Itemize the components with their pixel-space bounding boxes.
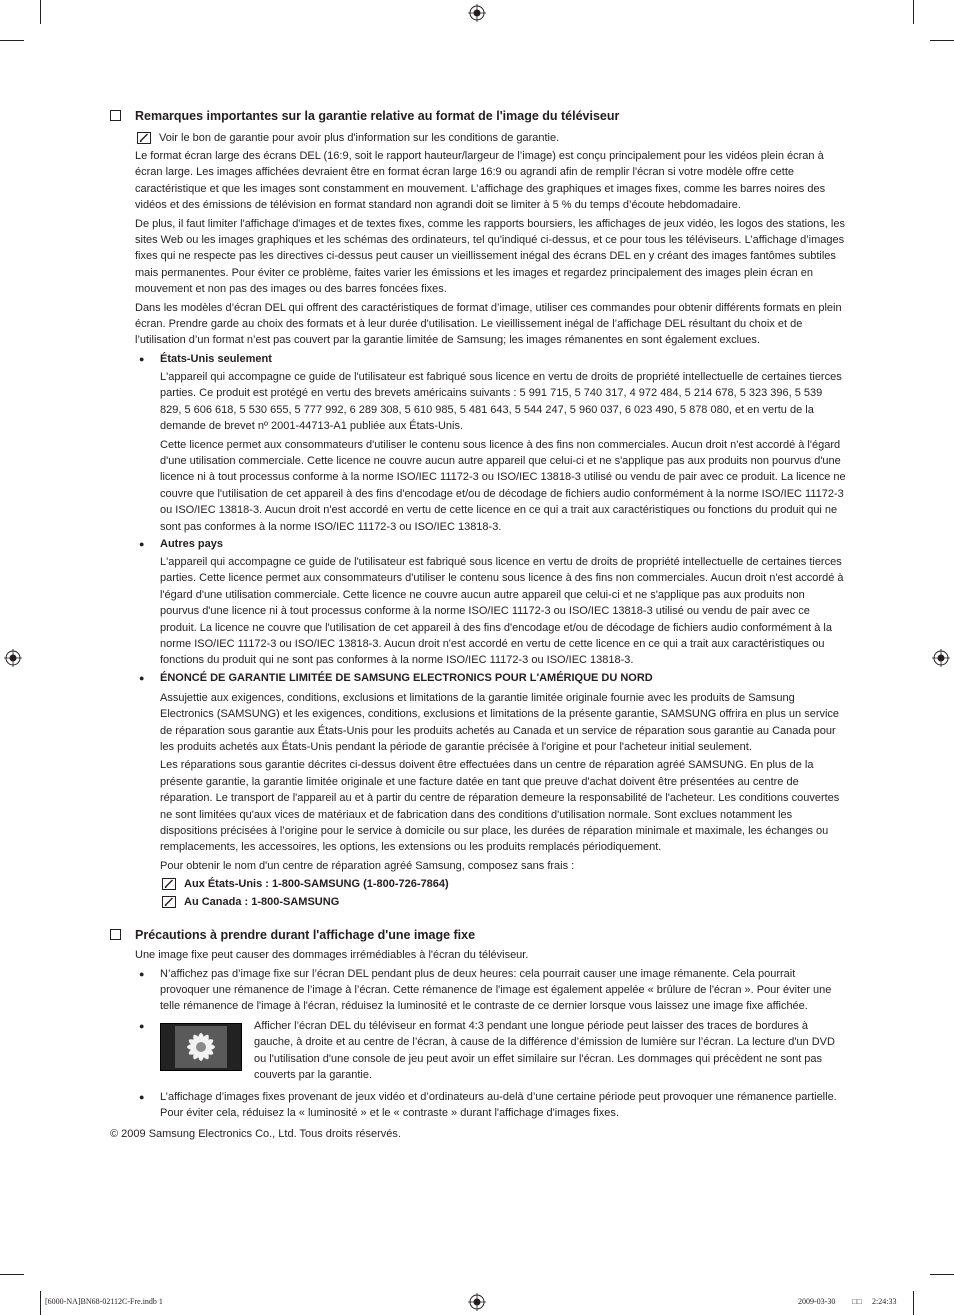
crop-mark (930, 1274, 954, 1275)
bullet: ● (139, 353, 145, 364)
phone-usa: Aux États-Unis : 1-800-SAMSUNG (1-800-726-7864) (184, 878, 449, 891)
footer-date: 2009-03-30 (798, 1297, 836, 1306)
note-pencil-icon (162, 878, 176, 890)
tv-flower-image (160, 1023, 242, 1071)
list-item (108, 351, 846, 535)
list-item (108, 1018, 846, 1088)
note-pencil-icon (162, 896, 176, 908)
crop-mark (0, 1274, 24, 1275)
crop-mark (930, 40, 954, 41)
section-title: Précautions à prendre durant l'affichage d'une image fixe (108, 927, 846, 943)
paragraph: De plus, il faut limiter l'affichage d'images et de textes fixes, comme les rapports boursiers, les affichages de jeux vidéo, les logos des stations, les sites Web ou les images graphiques et les schémas des ordinateurs, tel qu'indiqué ci-dessus, et ce pour tous les téléviseurs. L’affichage d’images fixes qui ne respecte pas les directives ci-dessus peut causer un vieillissement inégal des écrans DEL en y créant des images fantômes subtiles mais permanentes. Pour éviter ce problème, faites varier les émissions et les images et regardez principalement des images plein écran en mouvement et non pas des images ou des barres foncées fixes. (135, 217, 845, 296)
item-text: Pour obtenir le nom d'un centre de réparation agréé Samsung, composez sans frais : (160, 859, 575, 872)
checkbox-square-icon (110, 929, 121, 940)
phone-note (108, 877, 846, 892)
list-item (108, 670, 846, 910)
bullet: ● (139, 672, 145, 683)
paragraph: Le format écran large des écrans DEL (16:9, soit le rapport hauteur/largeur de l’image) est conçu principalement pour les vidéos plein écran à écran large. Les images affichées devraient être en format écran large 16:9 ou agrandi afin de remplir l'écran si votre modèle offre cette caractéristique et que les images sont constamment en mouvement. L’affichage des graphiques et images fixes, comme les barres noires des vidéos et des émissions de télévision en format standard non agrandi doit se limiter à 5 % du temps d’écoute hebdomadaire. (135, 150, 826, 212)
phone-canada: Au Canada : 1-800-SAMSUNG (184, 896, 340, 909)
section-title: Remarques importantes sur la garantie relative au format de l'image du téléviseur (108, 108, 846, 124)
page-content (108, 108, 846, 1142)
footer-glyphs: □□ (852, 1297, 862, 1306)
item-text: Cette licence permet aux consommateurs d'utiliser le contenu sous licence à des fins non commerciales. Aucun droit n'est accordé à l'égard d'une utilisation commerciale. Cette licence ne couvre aucun autre appareil que celui-ci et ne s'applique pas aux produits non pourvus d'une licence ni à tout processus conforme à la norme ISO/IEC 11172-3 ou ISO/IEC 13818-3 utilisé ou vendu de pair avec ce produit. La licence ne couvre que l'utilisation de cet appareil à des fins d'encodage et/ou de décodage de fichiers audio conformément à la norme ISO/IEC 11172-3 ou ISO/IEC 13818-3. Aucun droit n'est accordé en vertu de cette licence en ce qui a trait aux caractéristiques ou fonctions du produit qui ne sont pas conformes à la norme ISO/IEC 11172-3 ou ISO/IEC 13818-3. (160, 438, 846, 533)
crop-mark (913, 1291, 914, 1315)
list-item: ● N’affichez pas d’image fixe sur l’écran DEL pendant plus de deux heures: cela pourrait causer une image rémanente. Cela pourrait provoquer une rémanence de l’image à l’écran. Cette rémanence de l'image est également appelée « brûlure de l'écran ». Pour éviter une telle rémanence de l'image à l'écran, réduisez la luminosité et le contraste de ce dernier lorsque vous laissez une image fixe affichée. (139, 967, 832, 1013)
item-text: Assujettie aux exigences, conditions, exclusions et limitations de la garantie limitée originale fournie avec les produits de Samsung Electronics (SAMSUNG) et les exigences, conditions, exclusions et limitations de la présente garantie, SAMSUNG offrira en plus un service de réparation sous garantie aux États-Unis pour les produits achetés au Canada et un service de réparation sous garantie au Canada pour les produits achetés aux États-Unis pendant la période de garantie précisée à l'origine et pour l'acheteur initial seulement. (160, 691, 840, 753)
paragraph: Dans les modèles d’écran DEL qui offrent des caractéristiques de format d’image, utiliser ces commandes pour obtenir différents formats en plein écran. Prendre garde au choix des formats et à leur durée d'utilisation. Le vieillissement inégal de l’affichage DEL résultant du choix et de l’utilisation d’un format n’est pas couvert par la garantie limitée de Samsung; les images rémanentes en sont également exclues. (135, 301, 842, 347)
note: Voir le bon de garantie pour avoir plus d'information sur les conditions de garantie. (108, 131, 846, 146)
registration-mark-icon (932, 649, 950, 667)
item-text: L'appareil qui accompagne ce guide de l'utilisateur est fabriqué sous licence en vertu de droits de propriété intellectuelle de certaines tierces parties. Ce produit est protégé en vertu des brevets américains suivants : 5 991 715, 5 740 317, 4 972 484, 5 214 678, 5 323 396, 5 539 829, 5 606 618, 5 530 655, 5 777 992, 6 289 308, 5 610 985, 5 481 643, 5 544 247, 5 960 037, 6 023 490, 5 878 080, et en vertu de la demande de brevet nº 2001-44713-A1 publiée aux États-Unis. (160, 370, 842, 433)
copyright: © 2009 Samsung Electronics Co., Ltd. Tous droits réservés. (110, 1127, 401, 1140)
crop-mark (0, 40, 24, 41)
crop-mark (913, 0, 914, 24)
registration-mark-icon (468, 1293, 486, 1311)
registration-mark-icon (4, 649, 22, 667)
image-caption-text: Afficher l’écran DEL du téléviseur en format 4:3 pendant une longue période peut laisser des traces de bordures à gauche, à droite et au centre de l’écran, à cause de la différence d’émission de lumière sur l’écran. La lecture d'un DVD ou l'utilisation d'une console de jeu peut avoir un effet similaire sur l'écran. Les dommages qui précèdent ne sont pas couverts par la garantie. (254, 1019, 835, 1082)
note-pencil-icon (137, 132, 151, 144)
item-title: États-Unis seulement (160, 352, 272, 365)
list-item (108, 536, 846, 669)
crop-mark (40, 1291, 41, 1315)
paragraph: Une image fixe peut causer des dommages irrémédiables à l'écran du téléviseur. (135, 949, 529, 962)
bullet: ● (139, 538, 145, 549)
bullet: ● (139, 1091, 145, 1102)
crop-mark (40, 0, 41, 24)
footer-time: 2:24:33 (872, 1297, 897, 1306)
list-item: ● L’affichage d’images fixes provenant de jeux vidéo et d’ordinateurs au-delà d’une certaine période peut provoquer une rémanence partielle. Pour éviter cela, réduisez la « luminosité » et le « contraste » durant l'affichage d'images fixes. (139, 1090, 837, 1120)
item-text: Les réparations sous garantie décrites ci-dessus doivent être effectuées dans un centre de réparation agréé SAMSUNG. En plus de la présente garantie, la garantie limitée originale et une facture datée en tant que preuve d'achat doivent être présentées au centre de réparation. Le transport de l'appareil au et à partir du centre de réparation demeure la responsabilité de l'acheteur. Les conditions couvertes ne sont limitées qu'aux vices de matériaux et de fabrication dans des conditions d'utilisation normale. Sont exclues notamment les dispositions précisées à l’origine pour le service à domicile ou sur place, les durées de réparation minimale et maximale, les échanges ou remplacements, les accessoires, les options, les extensions ou les produits remplacés périodiquement. (160, 759, 840, 854)
bullet: ● (139, 968, 145, 979)
phone-note (108, 895, 846, 910)
registration-mark-icon (468, 4, 486, 22)
checkbox-square-icon (110, 110, 121, 121)
item-title: Autres pays (160, 537, 223, 550)
item-title: ÉNONCÉ DE GARANTIE LIMITÉE DE SAMSUNG ELECTRONICS POUR L'AMÉRIQUE DU NORD (160, 671, 653, 684)
bullet: ● (139, 1020, 145, 1031)
item-text: L'appareil qui accompagne ce guide de l'utilisateur est fabriqué sous licence en vertu de droits de propriété intellectuelle de certaines tierces parties. Cette licence permet aux consommateurs d'utiliser le contenu sous licence à des fins non commerciales. Aucun droit n'est accordé à l'égard d'une utilisation commerciale. Cette licence ne couvre aucun autre appareil que celui-ci et ne s'applique pas aux produits non pourvus d'une licence ni à tout processus conforme à la norme ISO/IEC 11172-3 ou ISO/IEC 13818-3 utilisé ou vendu de pair avec ce produit. La licence ne couvre que l'utilisation de cet appareil à des fins d'encodage et/ou de décodage de fichiers audio conformément à la norme ISO/IEC 11172-3 ou ISO/IEC 13818-3. Aucun droit n'est accordé en vertu de cette licence en ce qui a trait aux caractéristiques ou fonctions du produit qui ne sont pas conformes à la norme ISO/IEC 11172-3 ou ISO/IEC 13818-3. (160, 555, 844, 667)
footer-file: [6000-NA]BN68-02112C-Fre.indb 1 (45, 1297, 163, 1306)
